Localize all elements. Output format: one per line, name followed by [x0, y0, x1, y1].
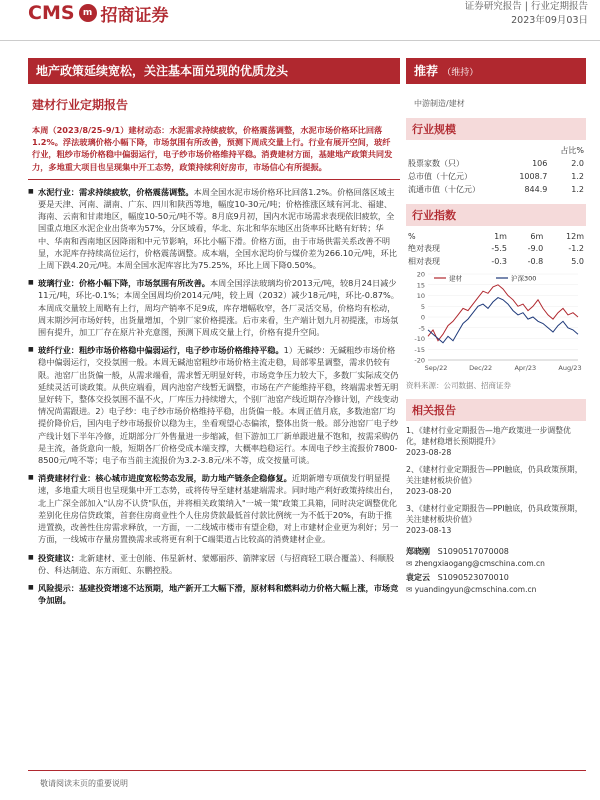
related-report-link[interactable]	[406, 503, 586, 536]
y-tick-label: -20	[414, 356, 425, 365]
x-tick-label: Sep/22	[424, 364, 448, 372]
row-label: 流通市值（十亿元）	[408, 185, 480, 194]
table-row	[406, 144, 586, 157]
row-value: -0.3	[491, 257, 507, 266]
paragraph-head: 玻璃行业：价格小幅下降，市场氛围有所改善。	[38, 278, 210, 289]
body-paragraph	[28, 344, 400, 466]
paragraph-text: 本周全国浮法玻璃均价2013元/吨，较8月24日减少11元/吨，环比-0.1%；本周全国周均价2014元/吨，较上周（2032）减少18元/吨，环比-0.87%。本周成交量较上周略有上行，周均产销率不足9成，库存增幅收窄，各厂灵活交易，价格均有松动，周末期沙河市场好转，出货量增加，个别厂家价格提涨。后市来看，生产端计划九月初提涨，市场氛围有提升，加工厂存在原片补充意图，预测下周成交量上行，价格有提升空间。	[38, 278, 399, 338]
related-report-title: 1、《建材行业定期报告—地产政策进一步调整优化，建材稳增长预期提升》	[406, 426, 571, 446]
header-meta	[465, 0, 588, 28]
row-label: 股票家数（只）	[408, 159, 464, 168]
col-header: 6m	[530, 231, 544, 241]
paragraph-text: 1）无碱纱：无碱粗纱市场价格稳中偏弱运行，交投氛围一般。本周无碱池窑粗纱市场价格主流走稳，局部零星调整，需求仍较有限。池窑厂出货偏一般，从需求端看，需求暂无明显好转，市场竞争压力较大下，多数厂实际成交仍延续灵活可谈政策。从供应端看，周内池窑产线暂无调整，市场在产产能维持平稳，终端需求暂无明显好转下，整体交投氛围不温不火，厂库压力持续增大，个别厂池窑产线近期存冷修计划，产线变动情况尚需跟进。2）电子纱：电子纱市场价格维持平稳，出货偏一般。本周正值月底，多数池窑厂均提价降价后，国内电子纱市场报价以稳为主，坐看观望心态偏浓，整体出货一般。部分池窑厂电子纱产线计划下半年冷修，近期部分厂外售量进一步缩减，但下游加工厂新单跟进量不饱和，按需采购仍是主流，备货意向一般，短期各厂价格受成本端支撑，大概率趋稳运行。本周电子纱主流报价7800-8500元/吨不等；电子布当前主流报价为3.2-3.8元/米不等，成交按量可谈。	[38, 345, 399, 466]
page-header	[0, 0, 600, 40]
index-table	[406, 230, 586, 268]
related-report-link[interactable]	[406, 464, 586, 497]
body-paragraph	[28, 582, 400, 606]
col-header: %	[408, 231, 416, 241]
row-value: 5.0	[571, 257, 584, 266]
related-heading: 相关报告	[406, 399, 586, 421]
table-row	[406, 255, 586, 268]
analyst-email[interactable]: zhengxiaogang@cmschina.com.cn	[414, 559, 545, 568]
related-report-link[interactable]	[406, 425, 586, 458]
analyst-name: 郑晓刚	[406, 547, 430, 556]
table-row	[406, 170, 586, 183]
paragraph-head: 玻纤行业：粗纱市场价格稳中偏弱运行，电子纱市场价格维持平稳。	[38, 345, 284, 356]
analyst-name: 袁定云	[406, 573, 430, 582]
y-tick-label: 10	[416, 292, 425, 300]
side-column	[406, 118, 586, 598]
series-line-0	[428, 285, 578, 341]
analyst-code: S1090517070008	[437, 547, 509, 556]
y-tick-label: 15	[416, 281, 425, 290]
analyst-list	[406, 546, 586, 596]
table-row	[406, 230, 586, 242]
paragraph-list	[28, 186, 400, 607]
body-paragraph	[28, 277, 400, 338]
report-type: 建材行业定期报告	[32, 98, 129, 112]
row-value: -9.0	[527, 244, 544, 253]
row-value: -1.2	[568, 244, 584, 253]
logo-latin: CMS	[28, 2, 75, 24]
related-report-date: 2023-08-13	[406, 526, 452, 535]
y-tick-label: -10	[414, 335, 425, 343]
logo-mark-icon: m	[79, 4, 97, 22]
recommendation-sub: （维持）	[442, 68, 479, 78]
index-chart	[406, 268, 586, 378]
legend-label: 沪深300	[511, 274, 537, 283]
row-value: 106	[532, 159, 548, 168]
index-heading: 行业指数	[406, 204, 586, 226]
row-label: 总市值（十亿元）	[408, 172, 472, 181]
row-value: 1008.7	[519, 172, 548, 181]
paragraph-text: 本周全国水泥市场价格环比回落1.2%。价格回落区域主要是天津、河南、湖南、广东、四川和陕西等地，幅度10-30元/吨；价格推涨区域有河北、福建、海南、云南和甘肃地区，幅度10-50元/吨不等。8月底9月初，国内水泥市场需求表现依旧疲软，全国重点地区水泥企业出货率为57%，分区域看，华北、东北和华东地区出货率环比略有好转；华中、华南和西南地区因降雨和中元节影响，环比小幅下滑。价格方面，由于市场供需关系改善不明显，水泥库存持续高位运行，价格震荡调整。成本端，全国水泥均价与煤价差为266.10元/吨，环比上周下跌4.20元/吨。本周全国水泥库容比为75.25%，环比上周下降0.50%。	[38, 186, 397, 271]
recommendation-box	[406, 58, 586, 84]
analyst-entry	[406, 546, 586, 570]
scale-table	[406, 144, 586, 196]
body-paragraph	[28, 472, 400, 545]
row-value: 844.9	[524, 185, 548, 194]
col-header: 1m	[494, 231, 507, 241]
analyst-code: S1090523070010	[437, 573, 509, 582]
header-divider	[0, 40, 600, 41]
mail-icon: ✉	[406, 585, 413, 594]
row-value: -0.8	[527, 257, 544, 266]
main-column	[28, 120, 400, 612]
source-note: 资料来源：公司数据、招商证券	[406, 381, 511, 390]
x-tick-label: Apr/23	[514, 364, 537, 372]
paragraph-text: 北新建材、亚士创能、伟星新材、蒙娜丽莎、箭牌家居（与招商轻工联合覆盖）、科顺股份、科达制造、东方雨虹、东鹏控股。	[38, 552, 395, 575]
y-tick-label: 5	[420, 302, 425, 311]
legend-label: 建材	[449, 274, 462, 283]
related-report-title: 3、《建材行业定期报告—PPI触底，仍具政策预期，关注建材板块价值》	[406, 504, 583, 524]
paragraph-head: 投资建议：	[38, 552, 79, 563]
report-date: 2023年09月03日	[511, 15, 588, 26]
body-paragraph	[28, 186, 400, 271]
col-header: 12m	[566, 231, 584, 241]
paragraph-head: 风险提示：基建投资增速不达预期，地产新开工大幅下滑，原材料和燃料动力价格大幅上涨，市场竞争加剧。	[38, 582, 399, 606]
mail-icon: ✉	[406, 559, 413, 568]
related-list	[406, 425, 586, 536]
index-chart-svg	[406, 268, 586, 378]
logo-chinese: 招商证券	[100, 5, 169, 26]
x-tick-label: Dec/22	[469, 364, 493, 372]
banner-title: 地产政策延续宽松，关注基本面兑现的优质龙头	[28, 58, 400, 84]
related-report-date: 2023-08-20	[406, 487, 452, 496]
paragraph-head: 消费建材行业：核心城市进度宽松势态发展，助力地产链条企稳修复。	[38, 473, 292, 484]
paragraph-text: 近期新增专项债发行明显提速，多地重大项目也呈现集中开工态势，或将传导至建材基建端需求。同时地产利好政策持续出台，北上广深全部加入"认房不认贷"队伍，并将相关政策纳入"一城一策"政策工具箱，同时决定调整优化差别化住房信贷政策，首套住房商业性个人住房贷款最低首付款比例统一为不低于20%，有助于推进置换，改善性住房需求释放，一方面，一二线城市楼市有望企稳，对上市建材企业更为利好；另一方面，一线城市存量房置换需求或将更有利于C端渠道占比较高的消费建材企业。	[38, 473, 399, 545]
recommendation-label: 推荐	[414, 64, 439, 78]
footer-divider	[28, 770, 586, 771]
row-share: 1.2	[571, 185, 584, 194]
scale-heading: 行业规模	[406, 118, 586, 140]
row-share: 2.0	[571, 159, 584, 168]
row-value: -5.5	[491, 244, 507, 253]
y-tick-label: 20	[416, 270, 425, 279]
share-header: 占比%	[560, 146, 584, 155]
x-tick-label: Aug/23	[558, 364, 582, 372]
paragraph-head: 水泥行业：需求持续疲软，价格震荡调整。	[38, 186, 194, 197]
row-label: 相对表现	[408, 257, 440, 266]
table-row	[406, 242, 586, 255]
doc-type: 证券研究报告 | 行业定期报告	[464, 1, 588, 12]
industry-label: 中游制造/建材	[414, 99, 465, 108]
related-report-title: 2、《建材行业定期报告—PPI触底，仍具政策预期，关注建材板块价值》	[406, 465, 583, 485]
analyst-email[interactable]: yuandingyun@cmschina.com.cn	[414, 585, 537, 594]
row-label: 绝对表现	[408, 244, 440, 253]
table-row	[406, 183, 586, 196]
footer-note: 敬请阅读末页的重要说明	[40, 779, 128, 788]
table-row	[406, 157, 586, 170]
series-line-1	[428, 298, 578, 343]
summary-block: 本周（2023/8/25-9/1）建材动态：水泥需求持续疲软，价格震荡调整，水泥市场价格环比回落1.2%。浮法玻璃价格小幅下降，市场氛围有所改善，预测下周成交量上行。行业有展开空间，玻纤行业，粗纱市场价格稳中偏弱运行，电子纱市场价格维持平稳。消费建材方面，基建地产政策共同发力，多地重大项目也呈现集中开工态势，政策持续利好房市，市场信心有所提振。	[28, 120, 400, 180]
y-tick-label: -5	[418, 324, 425, 333]
y-tick-label: 0	[420, 313, 425, 322]
analyst-entry	[406, 572, 586, 596]
row-share: 1.2	[571, 172, 584, 181]
brand-logo	[28, 0, 169, 26]
body-paragraph	[28, 552, 400, 576]
related-report-date: 2023-08-28	[406, 448, 452, 457]
y-tick-label: -15	[414, 345, 425, 354]
